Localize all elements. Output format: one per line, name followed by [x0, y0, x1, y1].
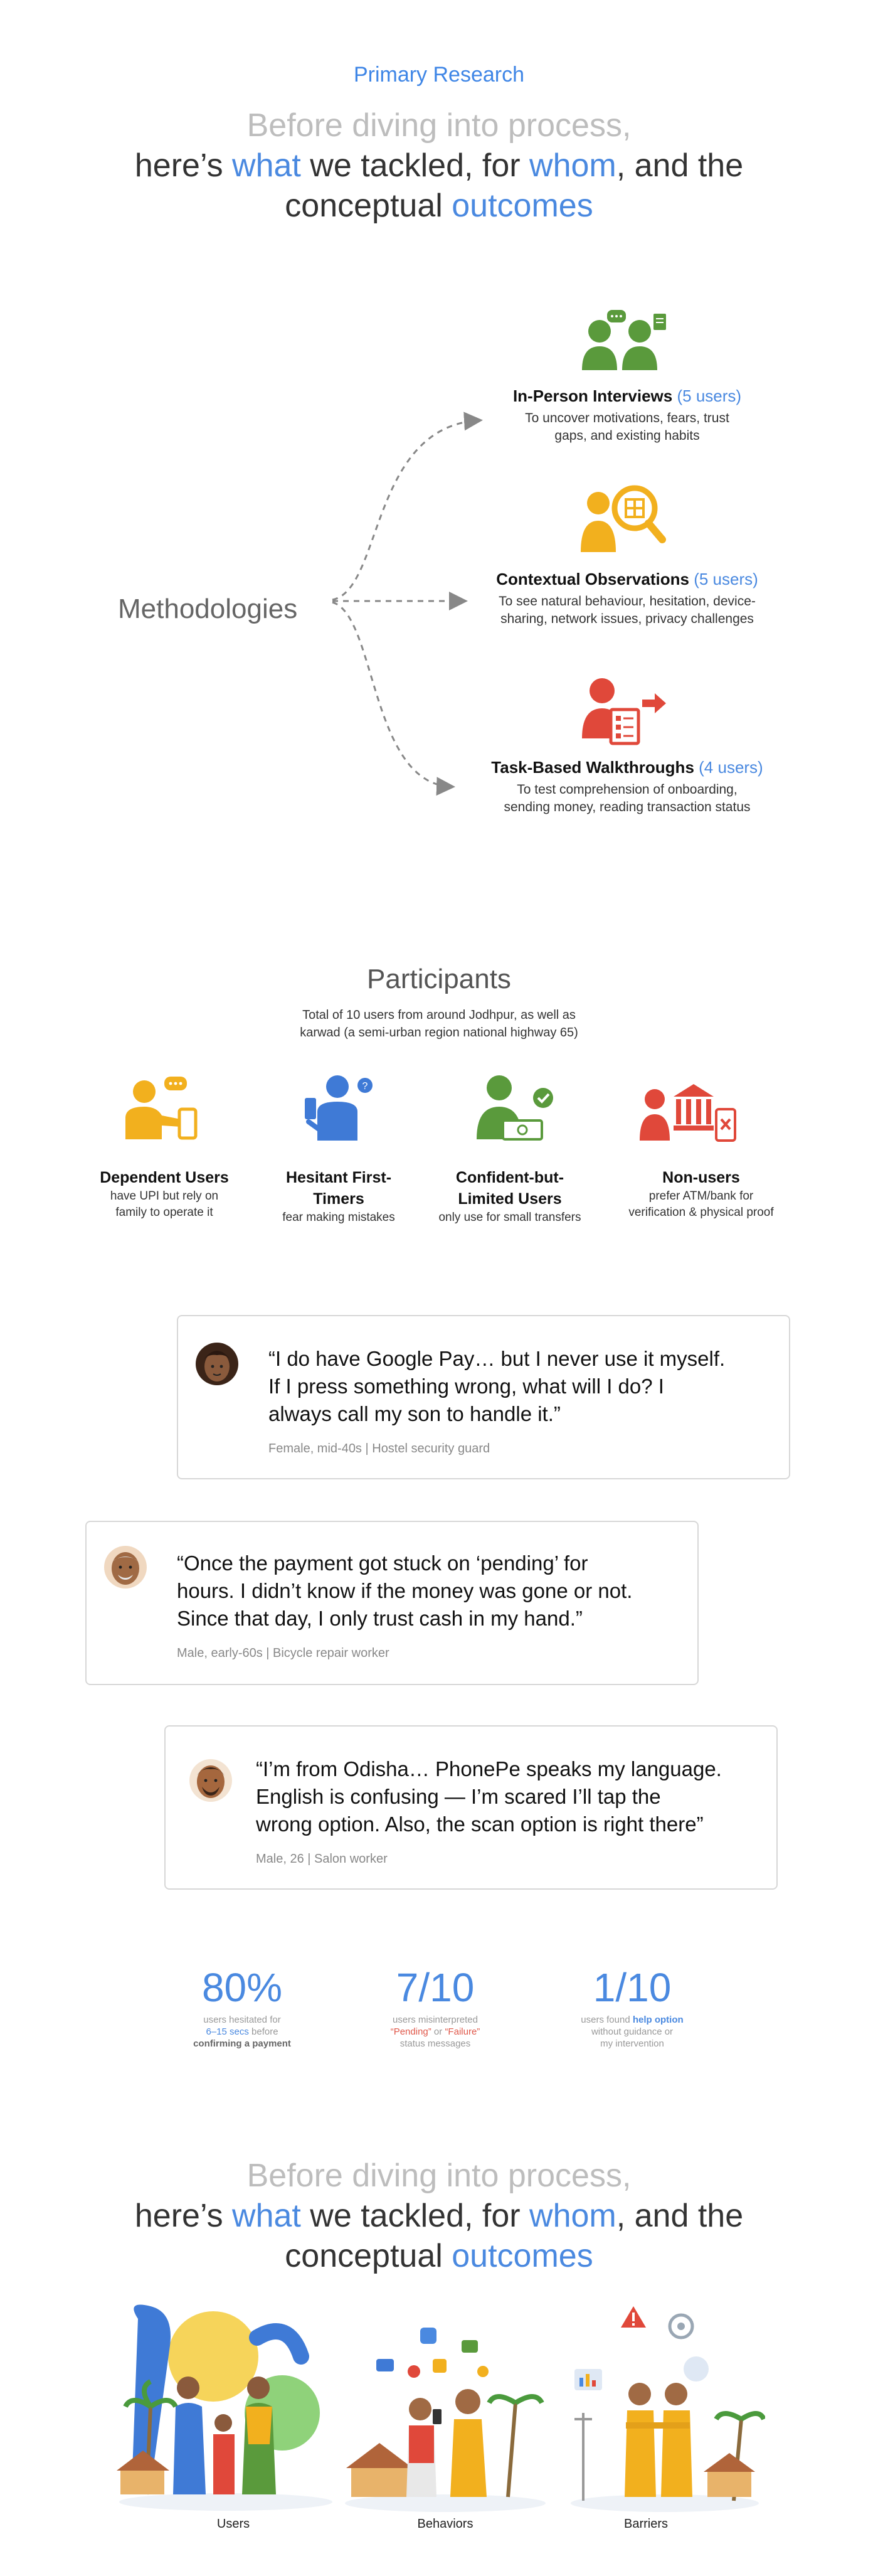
quote-card-1	[177, 1315, 790, 1479]
walkthrough-icon	[577, 668, 671, 750]
participant-confident: Confident-but- Limited Users only use for small transfers	[438, 1169, 581, 1224]
confident-user-icon	[469, 1070, 563, 1148]
participant-non-users: Non-users prefer ATM/bank for verification & physical proof	[628, 1169, 774, 1219]
page-headline	[0, 105, 878, 226]
quote-card-2	[85, 1521, 699, 1685]
participants-subtitle: Total of 10 users from around Jodhpur, as well as karwad (a semi-urban region national highway 65)	[300, 1008, 578, 1040]
connector-interviews	[332, 420, 479, 600]
illustration-label-users: Users	[216, 2517, 250, 2531]
barriers-illustration	[564, 2300, 765, 2513]
headline-line-2: here’s what we tackled, for whom, and the	[134, 147, 744, 184]
participants-title: Participants	[367, 964, 511, 994]
quote-attribution: Male, early-60s | Bicycle repair worker	[177, 1646, 389, 1660]
headline-line-3: conceptual outcomes	[285, 188, 593, 224]
hesitant-user-icon	[295, 1070, 383, 1148]
users-illustration	[113, 2300, 339, 2513]
non-user-icon	[638, 1078, 745, 1148]
quote-attribution: Male, 26 | Salon worker	[256, 1852, 388, 1866]
headline-line-3: conceptual outcomes	[285, 2238, 593, 2274]
participant-dependent: Dependent Users have UPI but rely on family to operate it	[100, 1169, 229, 1219]
participant-hesitant: Hesitant First- Timers fear making mistakes	[282, 1169, 395, 1224]
quote-text: “I do have Google Pay… but I never use it myself. If I press something wrong, what will I do? I always call my son to handle it.”	[268, 1347, 726, 1425]
illustration-label-barriers: Barriers	[623, 2517, 668, 2531]
stat-help-option: 1/10 users found help option without guidance or my intervention	[581, 1965, 684, 2049]
quote-text: “Once the payment got stuck on ‘pending’ for hours. I didn’t know if the money was gone or not. Since that day, I only trust cash in my hand.”	[177, 1551, 633, 1630]
observation-icon	[577, 477, 671, 558]
headline-line-1: Before diving into process,	[246, 107, 632, 144]
stat-misinterpreted: 7/10 users misinterpreted “Pending” or “Failure” status messages	[390, 1965, 480, 2049]
old-man-avatar-icon	[103, 1545, 148, 1590]
behaviors-illustration	[339, 2315, 552, 2516]
dependent-user-icon	[120, 1073, 208, 1148]
svg-text:?: ?	[362, 1081, 368, 1092]
quote-card-3	[164, 1725, 778, 1890]
method-walkthroughs: Task-Based Walkthroughs (4 users) To test comprehension of onboarding, sending money, reading transaction status	[491, 758, 763, 814]
connector-walkthroughs	[332, 602, 452, 787]
interview-icon	[577, 307, 671, 376]
woman-avatar-icon	[194, 1341, 240, 1386]
headline-line-1: Before diving into process,	[246, 2158, 632, 2194]
method-observations: Contextual Observations (5 users) To see natural behaviour, hesitation, device- sharing, network issues, privacy challenges	[496, 570, 758, 626]
quote-text: “I’m from Odisha… PhonePe speaks my language. English is confusing — I’m scared I’ll tap the wrong option. Also, the scan option is right there”	[256, 1757, 722, 1836]
headline-line-2: here’s what we tackled, for whom, and the	[134, 2198, 744, 2234]
young-man-avatar-icon	[188, 1758, 233, 1803]
page-headline-repeat	[0, 2156, 878, 2276]
method-interviews: In-Person Interviews (5 users) To uncover motivations, fears, trust gaps, and existing habits	[512, 386, 742, 443]
stat-hesitation: 80% users hesitated for 6–15 secs before confirming a payment	[193, 1965, 291, 2049]
quote-attribution: Female, mid-40s | Hostel security guard	[268, 1442, 490, 1456]
section-kicker: Primary Research	[353, 63, 525, 87]
illustration-label-behaviors: Behaviors	[417, 2517, 473, 2531]
methodologies-label: Methodologies	[118, 593, 298, 624]
